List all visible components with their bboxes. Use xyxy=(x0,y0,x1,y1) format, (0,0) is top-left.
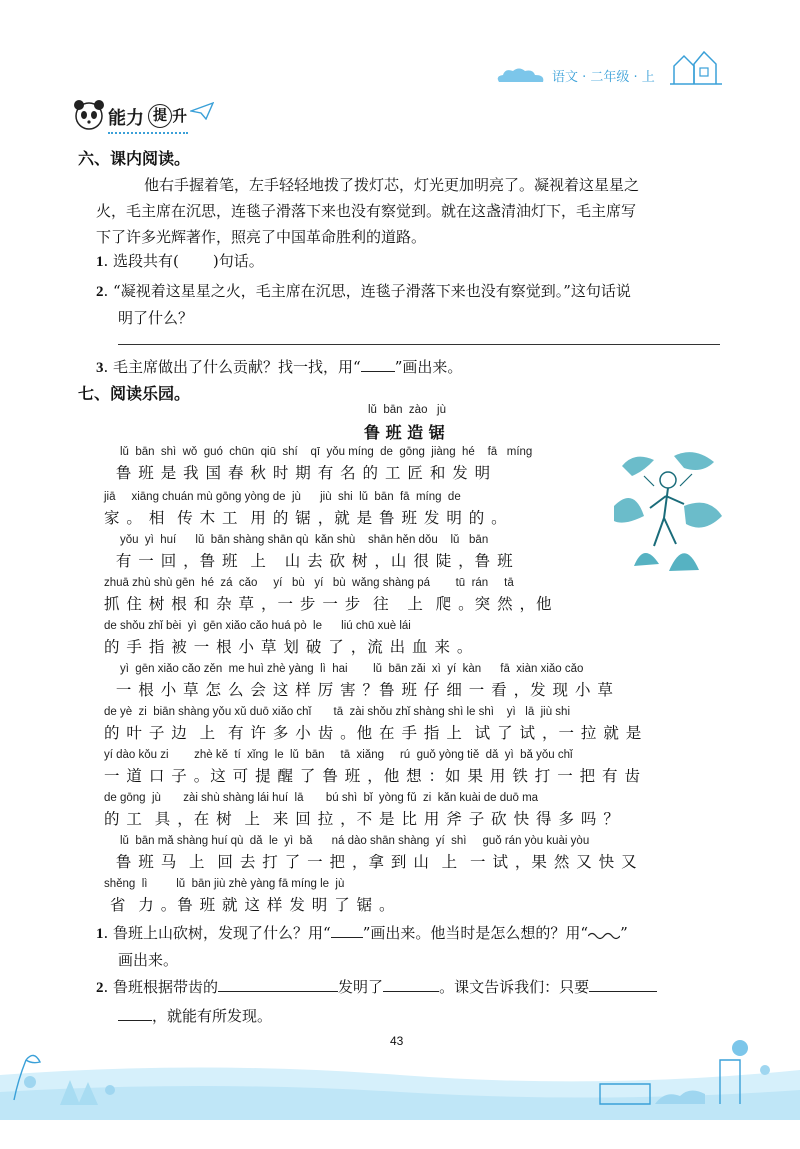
answer-blank[interactable] xyxy=(118,1006,152,1021)
answer-blank[interactable] xyxy=(383,977,439,992)
question-number: 1 xyxy=(96,254,104,270)
hanzi-line: 抓 住 树 根 和 杂 草 ，一 步 一 步 往 上 爬 。突 然 ，他 xyxy=(104,595,553,613)
hanzi-line: 的 工 具 ，在 树 上 来 回 拉 ，不 是 比 用 斧 子 砍 快 得 多 吗 ？ xyxy=(104,810,620,828)
passage-line: 下了许多光辉著作，照亮了中国革命胜利的道路。 xyxy=(96,228,427,246)
section-6-passage xyxy=(96,172,726,250)
question-text: 发明了 xyxy=(338,978,384,996)
question-text: ，就能有所发现。 xyxy=(152,1007,273,1025)
badge-label-b: 提 xyxy=(153,108,167,124)
hanzi-line: 一 根 小 草 怎 么 会 这 样 厉 害 ？鲁 班 仔 细 一 看 ，发 现 小 草 xyxy=(104,681,614,699)
question-text: . 毛主席做出了什么贡献？找一找，用“ xyxy=(103,358,361,376)
story-title-pinyin: lǔ bān zào jù xyxy=(368,404,446,416)
question-number: 2 xyxy=(96,980,104,996)
section-6-question-2 xyxy=(96,278,726,331)
question-text: 明了什么？ xyxy=(118,309,194,327)
house-decoration-icon xyxy=(670,48,722,86)
pinyin-line: yì gēn xiǎo cǎo zěn me huì zhè yàng lì hai lǔ bān zǎi xì yí kàn fā xiàn xiǎo cǎo xyxy=(104,663,584,675)
section-6-question-1 xyxy=(96,250,264,271)
hanzi-line: 省 力 。鲁 班 就 这 样 发 明 了 锯 。 xyxy=(104,896,396,914)
answer-blank[interactable] xyxy=(218,977,338,992)
pinyin-line: de yè zi biān shàng yǒu xǔ duō xiǎo chǐ tā zài shǒu zhǐ shàng shì le shì yì lā jiù shi xyxy=(104,706,571,718)
section-6-title: 六、课内阅读。 xyxy=(78,149,191,168)
pinyin-line: de gōng jù zài shù shàng lái huí lā bú shì bǐ yòng fǔ zi kǎn kuài de duō ma xyxy=(104,792,539,804)
section-7-question-1 xyxy=(96,920,736,973)
pinyin-line: lǔ bān mǎ shàng huí qù dǎ le yì bǎ ná dào shān shàng yí shì guǒ rán yòu kuài yòu xyxy=(104,835,590,847)
pinyin-line: yǒu yì huí lǔ bān shàng shān qù kǎn shù shān hěn dǒu lǔ bān xyxy=(104,534,489,546)
question-text: ” xyxy=(620,924,628,942)
wavy-line-sample-icon xyxy=(588,928,620,940)
question-text: ”画出来。 xyxy=(394,358,463,376)
underline-sample xyxy=(331,923,363,938)
badge-label-c: 升 xyxy=(172,107,188,125)
badge-label-a: 能力 xyxy=(108,108,144,129)
panda-mascot-icon xyxy=(72,98,106,132)
ability-badge xyxy=(72,98,222,138)
pinyin-line: yí dào kǒu zi zhè kě tí xǐng le lǔ bān tā xiǎng rú guǒ yòng tiě dǎ yì bǎ yǒu chǐ xyxy=(104,749,573,761)
badge-dotted-underline xyxy=(108,132,188,134)
story-title: 鲁 班 造 锯 xyxy=(364,423,445,442)
question-text: )句话。 xyxy=(212,252,264,270)
pinyin-line: jiā xiāng chuán mù gōng yòng de jù jiù shi lǔ bān fā míng de xyxy=(104,491,461,503)
answer-blank[interactable] xyxy=(589,977,657,992)
question-number: 3 xyxy=(96,360,104,376)
hanzi-line: 有 一 回 ，鲁 班 上 山 去 砍 树 ，山 很 陡 ，鲁 班 xyxy=(104,552,514,570)
hanzi-line: 的 叶 子 边 上 有 许 多 小 齿 。他 在 手 指 上 试 了 试 ，一 拉 就 是 xyxy=(104,724,643,742)
underline-sample xyxy=(361,357,395,372)
passage-line: 他右手握着笔，左手轻轻地拨了拨灯芯，灯光更加明亮了。凝视着这星星之 xyxy=(144,176,640,194)
pinyin-line: zhuā zhù shù gēn hé zá cǎo yí bù yí bù wǎng shàng pá tū rán tā xyxy=(104,577,514,589)
question-text: . 鲁班上山砍树，发现了什么？用“ xyxy=(103,924,331,942)
badge-circle xyxy=(148,104,172,128)
question-text: . “凝视着这星星之火，毛主席在沉思，连毯子滑落下来也没有察觉到。”这句话说 xyxy=(103,282,631,300)
luban-illustration xyxy=(614,446,724,576)
hanzi-line: 鲁 班 是 我 国 春 秋 时 期 有 名 的 工 匠 和 发 明 xyxy=(104,464,492,482)
hanzi-line: 一 道 口 子 。这 可 提 醒 了 鲁 班 ，他 想 ：如 果 用 铁 打 一 把 有 齿 xyxy=(104,767,641,785)
question-text: ”画出来。他当时是怎么想的？用“ xyxy=(362,924,589,942)
question-text: 。课文告诉我们：只要 xyxy=(439,978,590,996)
hanzi-line: 鲁 班 马 上 回 去 打 了 一 把 ，拿 到 山 上 一 试 ，果 然 又 快 又 xyxy=(104,853,638,871)
page-number: 43 xyxy=(390,1034,404,1048)
subject-grade-label: 语文 · 二年级 · 上 xyxy=(552,70,655,85)
question-number: 1 xyxy=(96,926,104,942)
paper-plane-icon xyxy=(190,102,214,120)
pinyin-line: lǔ bān shì wǒ guó chūn qiū shí qī yǒu míng de gōng jiàng hé fā míng xyxy=(104,446,533,458)
cloud-decoration-icon xyxy=(495,66,547,84)
hanzi-line: 的 手 指 被 一 根 小 草 划 破 了 ，流 出 血 来 。 xyxy=(104,638,474,656)
pinyin-line: de shǒu zhǐ bèi yì gēn xiǎo cǎo huá pò le liú chū xuè lái xyxy=(104,620,411,632)
section-7-title: 七、阅读乐园。 xyxy=(78,384,191,403)
hanzi-line: 家 。 相 传 木 工 用 的 锯 ，就 是 鲁 班 发 明 的 。 xyxy=(104,509,508,527)
question-text: 画出来。 xyxy=(118,951,179,969)
question-text: . 选段共有( xyxy=(103,252,179,270)
passage-line: 火，毛主席在沉思，连毯子滑落下来也没有察觉到。就在这盏清油灯下，毛主席写 xyxy=(96,202,637,220)
question-number: 2 xyxy=(96,284,104,300)
pinyin-line: shěng lì lǔ bān jiù zhè yàng fā míng le jù xyxy=(104,878,345,890)
question-text: . 鲁班根据带齿的 xyxy=(103,978,219,996)
answer-line[interactable] xyxy=(118,344,720,345)
section-6-question-3 xyxy=(96,356,462,377)
